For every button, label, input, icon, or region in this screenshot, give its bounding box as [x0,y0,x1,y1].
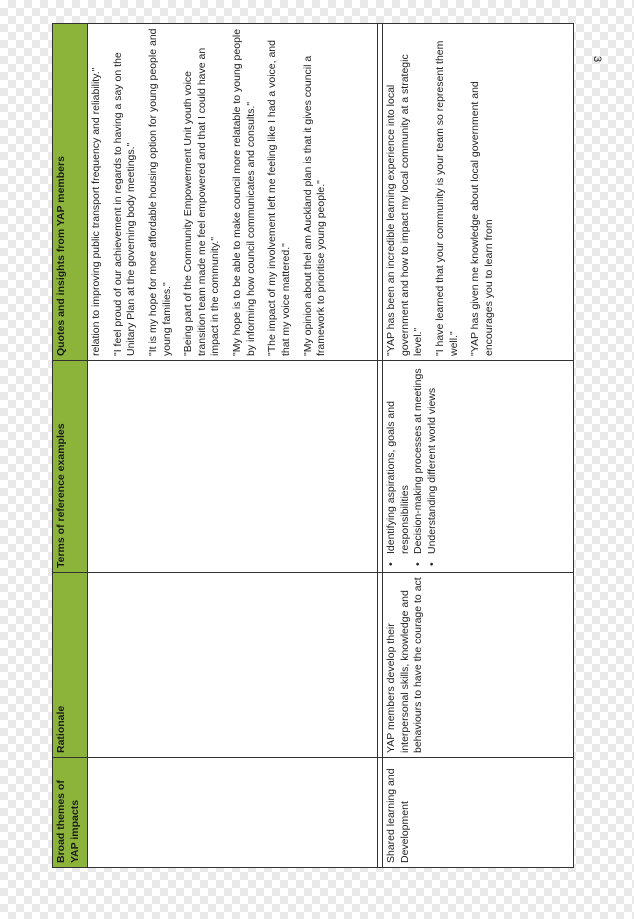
quote-text: "My opinion about thel am Auckland plan is that it gives council a framework to prioritise young people." [301,55,328,356]
quote-text: "I have learned that your community is your team so represent them well." [433,40,460,356]
list-item: • Understanding different world views [426,365,440,554]
header-quotes: Quotes and insights from YAP members [53,24,88,361]
quote-text: "The impact of my involvement left me feeling like I had a voice, and that my voice mattered." [266,40,293,356]
yap-impacts-table-wrapper [52,28,574,868]
quotes-cell [383,24,574,361]
table-row [88,24,378,868]
rationale-cell [88,573,378,758]
references-list [385,365,440,568]
quote-text: "I feel proud of our achievement in regards to having a say on the Unitary Plan at the governing body meetings." [111,52,138,356]
list-item: • Decision-making processes at meetings [412,365,426,554]
rationale-cell: YAP members develop their interpersonal skills, knowledge and behaviours to have the courage to act [383,573,574,758]
page-number: 3 [591,55,603,63]
header-references: Terms of reference examples [53,361,88,573]
quote-text: "It is my hope for more affordable housing option for young people and young families." [146,28,173,356]
yap-impacts-table [52,23,574,868]
quote-text: "Being part of the Community Empowerment Unit youth voice transition team made me feel empowered and that I could have an impact in the community." [182,47,222,356]
theme-cell: Shared learning and Development [383,758,574,868]
header-rationale: Rationale [53,573,88,758]
references-cell [88,361,378,573]
references-cell [383,361,574,573]
theme-cell [88,758,378,868]
quotes-cell [88,24,378,361]
quote-text: "My hope is to be able to make council more relatable to young people by informing how council communicates and consults." [231,28,257,356]
list-item: • Identifying aspirations, goals and responsibilities [385,365,412,554]
quote-text: relation to improving public transport frequency and reliability." [90,67,102,356]
quote-text: "YAP has given me knowledge about local government and encourages you to learn from [469,81,495,356]
header-theme: Broad themes of YAP impacts [53,758,88,868]
quote-text: "YAP has been an incredible learning experience into local government and how to impact my local community at a strategic level." [385,54,425,356]
table-row [383,24,574,868]
table-header-row [53,24,88,868]
